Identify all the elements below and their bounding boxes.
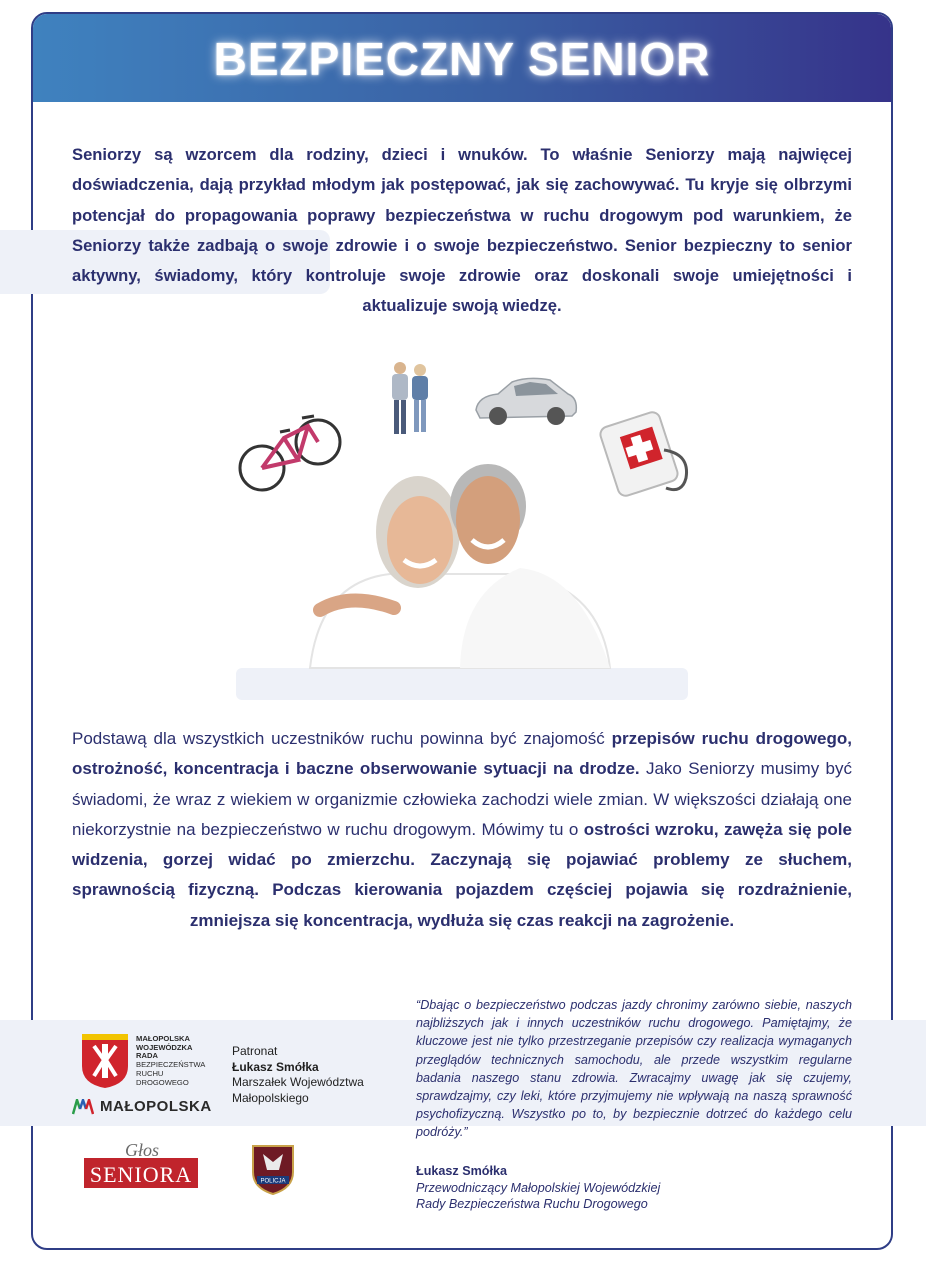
malopolska-logo: MAŁOPOLSKA bbox=[72, 1098, 212, 1115]
quote-text: “Dbając o bezpieczeństwo podczas jazdy chronimy zarówno siebie, naszych najbliższych jak i innych uczestników ruchu drogowego. Pamiętajmy, że kluczowe jest nie tylko przestrzeganie przepisów czy realizacja wymaganych przeglądów technicznych samochodu, ale przede wszystkim regularne badania naszego stanu zdrowia. Zwracajmy uwagę jak się czujemy, sprawdzajmy, czy leki, które przyjmujemy nie wpływają na naszą sprawność psychofizyczną. Wszystko po to, by bezpiecznie dotrzeć do każdego celu podróży.” bbox=[416, 998, 852, 1140]
body-text: Podstawą dla wszystkich uczestników ruchu powinna być znajomość bbox=[72, 729, 612, 748]
senior-couple-photo bbox=[310, 464, 610, 668]
svg-text:Głos: Głos bbox=[124, 1140, 160, 1160]
policja-badge-icon bbox=[249, 1142, 297, 1196]
walking-couple-icon bbox=[392, 362, 428, 434]
first-aid-kit-icon bbox=[598, 410, 686, 498]
malopolska-m-icon bbox=[72, 1099, 94, 1115]
quote-author-role: Przewodniczący Małopolskiej Wojewódzkiej Rady Bezpieczeństwa Ruchu Drogowego bbox=[416, 1181, 661, 1211]
header-bar bbox=[33, 14, 891, 102]
decor-band bbox=[236, 668, 688, 700]
svg-text:SENIORA: SENIORA bbox=[89, 1162, 193, 1187]
mwrbrd-logo-text: MAŁOPOLSKA WOJEWÓDZKA RADA BEZPIECZEŃSTWA RUCHU DROGOWEGO bbox=[136, 1034, 206, 1087]
bicycle-icon bbox=[240, 416, 340, 490]
mwrbrd-logo bbox=[80, 1032, 130, 1090]
body-text: Jako Seniorzy musimy być świadomi, że wraz z wiekiem w organizmie człowieka zachodzi wiele zmian. W większości działają one niekorzystnie na bezpieczeństwo w ruchu drogowym. Mówimy tu o bbox=[72, 759, 852, 839]
seniors-illustration bbox=[236, 358, 696, 670]
body-text-bold: ostrości wzroku, zawęża się pole widzenia, gorzej widać po zmierzchu. Zaczynają się pojawiać problemy ze słuchem, sprawnością fizyczną. Podczas kierowania pojazdem częściej pojawia się rozdrażnienie, zmniejsza się koncentracja, wydłuża się czas reakcji na zagrożenie. bbox=[72, 819, 852, 930]
page-title: BEZPIECZNY SENIOR bbox=[213, 33, 711, 85]
glos-seniora-logo bbox=[82, 1140, 200, 1192]
svg-text:POLICJA: POLICJA bbox=[260, 1178, 286, 1185]
patronat-block: Patronat Łukasz Smółka Marszałek Województwa Małopolskiego bbox=[232, 1044, 364, 1105]
body-text-bold: przepisów ruchu drogowego, ostrożność, koncentracja i baczne obserwowanie sytuacji na drodze. bbox=[72, 729, 852, 779]
main-paragraph bbox=[72, 724, 852, 936]
intro-paragraph: Seniorzy są wzorcem dla rodziny, dzieci i wnuków. To właśnie Seniorzy mają najwięcej doświadczenia, dają przykład młodym jak postępować, jak się zachowywać. Tu kryje się olbrzymi potencjał do propagowania poprawy bezpieczeństwa w ruchu drogowym pod warunkiem, że Seniorzy także zadbają o swoje zdrowie i o swoje bezpieczeństwo. Senior bezpieczny to senior aktywny, świadomy, który kontroluje swoje zdrowie oraz doskonali swoje umiejętności i aktualizuje swoją wiedzę. bbox=[72, 145, 852, 316]
car-icon bbox=[476, 378, 576, 425]
quote-author: Łukasz Smółka bbox=[416, 1164, 507, 1178]
